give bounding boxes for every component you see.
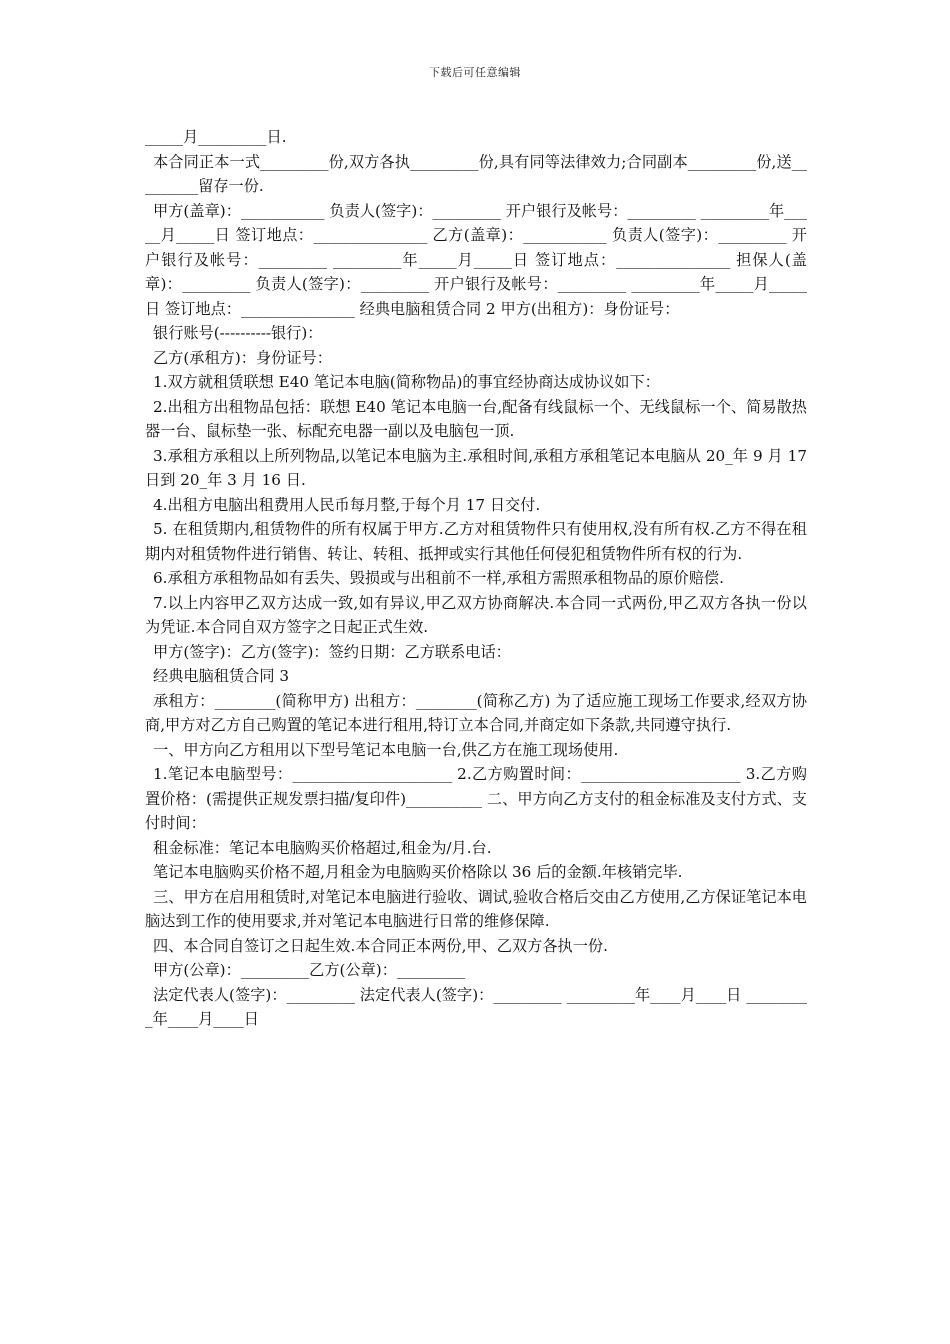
- paragraph-clause-2: 2.出租方出租物品包括：联想 E40 笔记本电脑一台,配备有线鼠标一个、无线鼠标一个、简易散热器一台、鼠标垫一张、标配充电器一副以及电脑包一顶.: [145, 397, 807, 440]
- paragraph-rent-standard: 租金标准：笔记本电脑购买价格超过,租金为/月.台.: [153, 838, 492, 857]
- paragraph-clause-3: 3.承租方承租以上所列物品,以笔记本电脑为主.承租时间,承租方承租笔记本电脑从 20_年 9 月 17 日到 20_年 3 月 16 日.: [145, 446, 807, 489]
- paragraph-legal-representatives: 法定代表人(签字)：_________ 法定代表人(签字)：_________ _________年____月____日 _________年____月____日: [145, 985, 807, 1028]
- paragraph-clause-6: 6.承租方承租物品如有丢失、毁损或与出租前不一样,承租方需照承租物品的原价赔偿.: [153, 569, 724, 587]
- paragraph-copies: 本合同正本一式_________份,双方各执_________份,具有同等法律效力;合同副本_________份,送_________留存一份.: [145, 152, 807, 195]
- paragraph-rent-calculation: 笔记本电脑购买价格不超,月租金为电脑购买价格除以 36 后的金额.年核销完毕.: [153, 863, 683, 881]
- paragraph-clause-4: 4.出租方电脑出租费用人民币每月整,于每个月 17 日交付.: [153, 495, 541, 514]
- paragraph-official-seals: 甲方(公章)：_________乙方(公章)：_________: [153, 961, 466, 979]
- paragraph-date-line: _____月_________日.: [145, 128, 287, 146]
- paragraph-article-1: 一、甲方向乙方租用以下型号笔记本电脑一台,供乙方在施工现场使用.: [153, 740, 619, 759]
- paragraph-sign-line: 甲方(签字)：乙方(签字)：签约日期：乙方联系电话：: [153, 642, 511, 661]
- paragraph-article-3: 三、甲方在启用租赁时,对笔记本电脑进行验收、调试,验收合格后交由乙方使用,乙方保证笔记本电脑达到工作的使用要求,并对笔记本电脑进行日常的维修保障.: [145, 887, 807, 930]
- page-header-note: 下载后可任意编辑: [429, 66, 521, 79]
- paragraph-party-b: 乙方(承租方)：身份证号：: [153, 348, 332, 367]
- paragraph-article-4: 四、本合同自签订之日起生效.本合同正本两份,甲、乙双方各执一份.: [153, 936, 608, 955]
- paragraph-clause-5: 5. 在租赁期内,租赁物件的所有权属于甲方.乙方对租赁物件只有使用权,没有所有权.乙方不得在租期内对租赁物件进行销售、转让、转租、抵押或实行其他任何侵犯租赁物件所有权的行为.: [145, 520, 807, 563]
- paragraph-clause-7: 7.以上内容甲乙双方达成一致,如有异议,甲乙双方协商解决.本合同一式两份,甲乙双方各执一份以为凭证.本合同自双方签字之日起正式生效.: [145, 593, 807, 636]
- section-title-contract-3: 经典电脑租赁合同 3: [153, 667, 289, 685]
- paragraph-contract-3-intro: 承租方：________(简称甲方) 出租方：________(简称乙方) 为了适应施工现场工作要求,经双方协商,甲方对乙方自己购置的笔记本进行租用,特订立本合同,并商定如下条款,共同遵守执行.: [145, 691, 807, 734]
- paragraph-bank-account: 银行账号(----------银行)：: [153, 324, 323, 342]
- paragraph-clause-1: 1.双方就租赁联想 E40 笔记本电脑(简称物品)的事宜经协商达成协议如下：: [153, 373, 660, 391]
- paragraph-signatures-block: 甲方(盖章)：___________ 负责人(签字)：_________ 开户银行及帐号：_________ _________年_____月_____日 签订地点：_______________ 乙方(盖章)：___________ 负责人(签字)：_________ 开户银行及帐号：_________ _________年_____月_____日 签订地点：_______________ 担保人(盖章)：_________ 负责人(签字)：_________ 开户银行及帐号：_________ _________年_____月_____日 签订地点：_______________ 经典电脑租赁合同 2 甲方(出租方)：身份证号：: [145, 201, 807, 318]
- paragraph-laptop-details: 1.笔记本电脑型号：_____________________ 2.乙方购置时间：_____________________ 3.乙方购置价格：(需提供正规发票扫描/复印件)__________ 二、甲方向乙方支付的租金标准及支付方式、支付时间：: [145, 765, 807, 832]
- contract-body: [145, 125, 807, 1032]
